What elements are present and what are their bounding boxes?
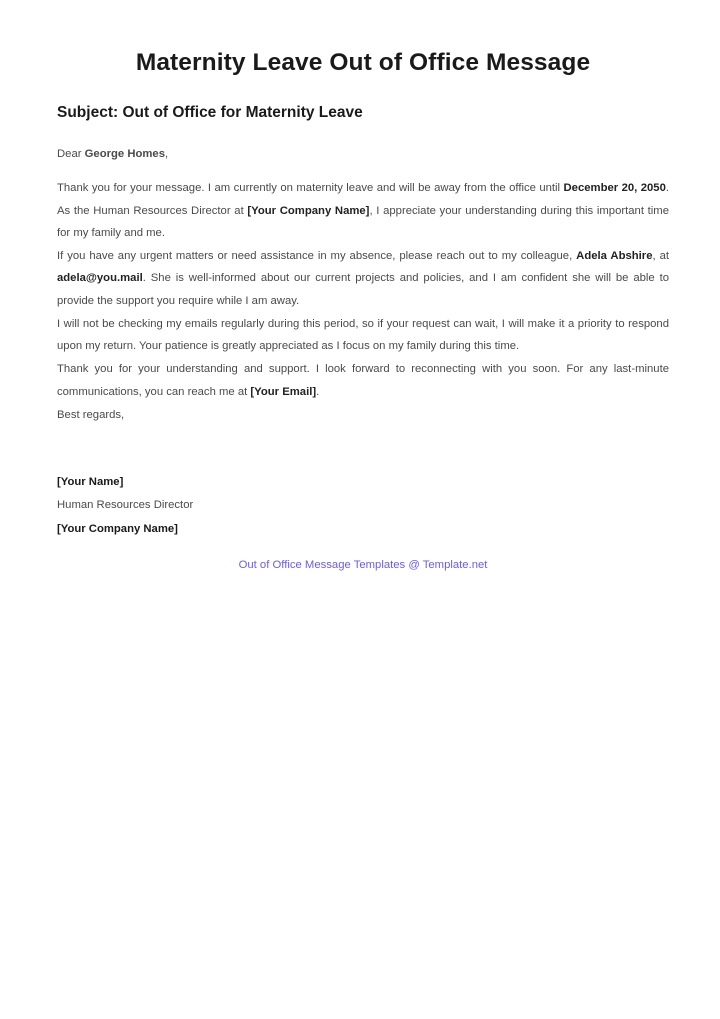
subject-line: Subject: Out of Office for Maternity Leave bbox=[57, 104, 363, 122]
salutation-prefix: Dear bbox=[57, 147, 85, 160]
letter-body bbox=[57, 48, 669, 571]
salutation-suffix: , bbox=[164, 147, 169, 160]
email-placeholder: [Your Email] bbox=[250, 385, 317, 398]
recipient-name: George Homes bbox=[84, 147, 165, 160]
paragraph-4-part-2: . bbox=[316, 385, 320, 398]
paragraph-4-part-1: Thank you for your understanding and support. I look forward to reconnecting with you soon. For any last-minute communications, you can reach me at bbox=[57, 363, 669, 398]
paragraph-2-part-1: If you have any urgent matters or need assistance in my absence, please reach out to my colleague, bbox=[57, 250, 577, 263]
paragraph-4 bbox=[57, 358, 669, 403]
paragraph-2-part-2: , at bbox=[652, 250, 669, 263]
colleague-name: Adela Abshire bbox=[576, 250, 653, 263]
closing-line: Best regards, bbox=[57, 408, 125, 421]
return-date: December 20, 2050 bbox=[563, 182, 666, 195]
page-title: Maternity Leave Out of Office Message bbox=[135, 49, 591, 76]
paragraph-1-part-3: , I appreciate your understanding during this important time for my family and me. bbox=[57, 204, 669, 239]
paragraph-3: I will not be checking my emails regularly during this period, so if your request can wait, I will make it a priority to respond upon my return. Your patience is greatly appreciated as I focus on my family during this time. bbox=[57, 317, 669, 353]
signature-name-text: [Your Name] bbox=[57, 476, 124, 489]
signature-block bbox=[57, 471, 669, 540]
company-placeholder: [Your Company Name] bbox=[247, 204, 370, 217]
salutation bbox=[57, 146, 669, 163]
signature-company-text: [Your Company Name] bbox=[57, 522, 178, 535]
template-footer-link[interactable]: Out of Office Message Templates @ Template.net bbox=[238, 558, 488, 571]
signature-name bbox=[57, 471, 669, 494]
paragraph-1-part-2: . As the Human Resources Director at bbox=[57, 182, 669, 217]
signature-role: Human Resources Director bbox=[57, 499, 194, 512]
colleague-email: adela@you.mail bbox=[57, 272, 143, 285]
paragraph-2 bbox=[57, 245, 669, 312]
paragraph-1 bbox=[57, 177, 669, 244]
paragraph-2-part-3: . She is well-informed about our current projects and policies, and I am confident she will be able to provide the support you require while I am away. bbox=[57, 272, 669, 307]
signature-company bbox=[57, 518, 669, 541]
paragraph-1-part-1: Thank you for your message. I am currently on maternity leave and will be away from the office until bbox=[57, 182, 564, 195]
